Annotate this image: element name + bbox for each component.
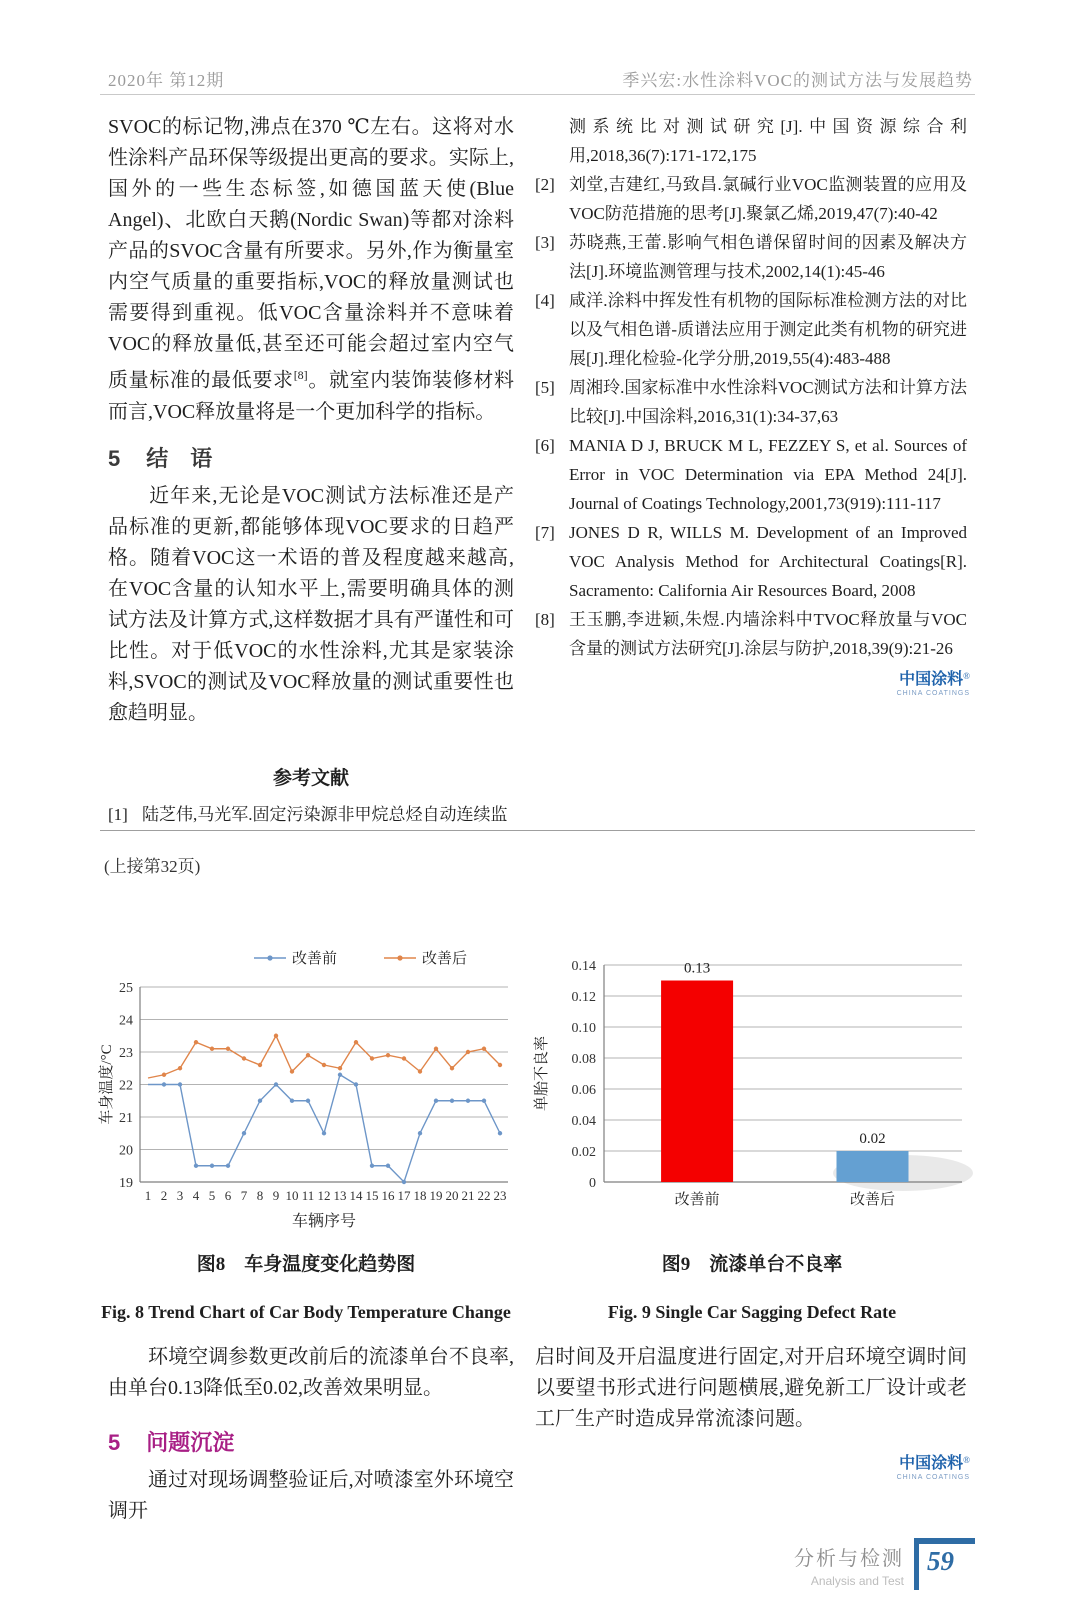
data-point xyxy=(162,1082,166,1086)
data-point xyxy=(338,1066,342,1070)
citation-superscript: [8] xyxy=(293,368,308,382)
logo-text-en: CHINA COATINGS xyxy=(896,1474,970,1481)
x-tick-label: 21 xyxy=(461,1188,475,1203)
data-point xyxy=(274,1034,278,1038)
data-point xyxy=(370,1056,374,1060)
section-body xyxy=(108,481,514,729)
page-number-bracket xyxy=(914,1538,975,1590)
reference-label: [1] xyxy=(108,804,128,824)
reference-item xyxy=(535,373,967,431)
references-title: 参考文献 xyxy=(272,767,349,789)
y-tick-label: 0.02 xyxy=(571,1145,596,1160)
y-tick-label: 0.08 xyxy=(571,1052,596,1067)
data-point xyxy=(466,1099,470,1103)
x-tick-label: 4 xyxy=(192,1188,200,1203)
y-tick-label: 0.12 xyxy=(571,990,596,1005)
data-point xyxy=(434,1099,438,1103)
figure8-caption-en: Fig. 8 Trend Chart of Car Body Temperature Change xyxy=(101,1302,511,1322)
continued-from-note: (上接第32页) xyxy=(104,857,201,876)
y-tick-label: 0.10 xyxy=(571,1021,596,1036)
reference-text: MANIA D J, BRUCK M L, FEZZEY S, et al. Sources of Error in VOC Determination via EPA Method 24[J]. Journal of Coatings Technology,2001,73(919):111-117 xyxy=(569,436,967,513)
x-tick-label: 8 xyxy=(256,1188,264,1203)
y-tick-label: 0.14 xyxy=(571,959,596,974)
data-point xyxy=(226,1164,230,1168)
data-point xyxy=(450,1066,454,1070)
section-body xyxy=(108,1465,514,1527)
x-tick-label: 18 xyxy=(413,1188,427,1203)
reference-text: 刘堂,吉建红,马致昌.氯碱行业VOC监测装置的应用及VOC防范措施的思考[J].聚氯乙烯,2019,47(7):40-42 xyxy=(569,175,967,223)
x-tick-label: 5 xyxy=(208,1188,216,1203)
paragraph-text: SVOC的标记物,沸点在370 ℃左右。这将对水性涂料产品环保等级提出更高的要求。实际上,国外的一些生态标签,如德国蓝天使(Blue Angel)、北欧白天鹅(Nordic Swan)等都对涂料产品的SVOC含量有所要求。另外,作为衡量室内空气质量的重要指标,VOC的释放量测试也需要得到重视。低VOC含量涂料并不意味着VOC的释放量低,甚至还可能会超过室内空气质量标准的最低要求 xyxy=(108,116,514,392)
reference-text: 陆芝伟,马光军.固定污染源非甲烷总烃自动连续监 xyxy=(142,804,508,824)
legend-label: 改善前 xyxy=(292,951,338,967)
x-tick-label: 9 xyxy=(272,1188,280,1203)
x-tick-label: 15 xyxy=(365,1188,379,1203)
reference-item xyxy=(535,228,967,286)
line-chart-car-body-temperature xyxy=(96,942,516,1242)
data-point xyxy=(274,1082,278,1086)
x-tick-label: 20 xyxy=(445,1188,459,1203)
running-title: 季兴宏:水性涂料VOC的测试方法与发展趋势 xyxy=(622,71,973,90)
y-axis-title: 车身温度/°C xyxy=(99,1044,115,1125)
x-tick-label: 6 xyxy=(224,1188,232,1203)
figure9-caption-en: Fig. 9 Single Car Sagging Defect Rate xyxy=(607,1302,897,1322)
x-tick-label: 17 xyxy=(397,1188,411,1203)
reference-text: 周湘玲.国家标准中水性涂料VOC测试方法和计算方法比较[J].中国涂料,2016,31(1):34-37,63 xyxy=(569,378,967,426)
section-number: 5 xyxy=(108,445,121,471)
reference-item xyxy=(535,605,967,663)
reference-label: [3] xyxy=(535,233,555,252)
x-axis-title: 车辆序号 xyxy=(291,1213,357,1230)
registered-mark-icon: ® xyxy=(963,1455,970,1465)
x-tick-label: 2 xyxy=(160,1188,168,1203)
data-point xyxy=(258,1099,262,1103)
section-heading-problem xyxy=(108,1426,514,1457)
y-tick-label: 0.04 xyxy=(571,1114,596,1129)
y-axis-title: 单胎不良率 xyxy=(534,1035,550,1112)
x-tick-label: 19 xyxy=(429,1188,443,1203)
data-point xyxy=(162,1073,166,1077)
data-point xyxy=(418,1131,422,1135)
page-footer xyxy=(794,1538,975,1590)
data-point xyxy=(450,1099,454,1103)
data-point xyxy=(418,1069,422,1073)
logo-text-cn: 中国涂料 xyxy=(899,1455,964,1472)
x-tick-label: 3 xyxy=(176,1188,184,1203)
data-point xyxy=(354,1040,358,1044)
reference-label: [5] xyxy=(535,378,555,397)
data-point xyxy=(386,1164,390,1168)
right-column xyxy=(535,112,967,663)
paragraph-text: 通过对现场调整验证后,对喷漆室外环境空调开 xyxy=(108,1469,514,1522)
bar-value-label: 0.02 xyxy=(859,1131,886,1147)
legend-marker xyxy=(397,955,402,960)
figure8-caption-cn: 图8 车身温度变化趋势图 xyxy=(196,1254,416,1275)
legend-label: 改善后 xyxy=(422,951,468,967)
reference-label: [2] xyxy=(535,175,555,194)
data-point xyxy=(306,1053,310,1057)
y-tick-label: 0.06 xyxy=(571,1083,596,1098)
x-tick-label: 11 xyxy=(301,1188,315,1203)
data-point xyxy=(226,1047,230,1051)
data-point xyxy=(210,1047,214,1051)
bottom-left-column xyxy=(108,1342,514,1527)
figure9-caption-cn: 图9 流漆单台不良率 xyxy=(661,1254,843,1275)
left-column xyxy=(108,112,514,829)
data-point xyxy=(338,1073,342,1077)
x-tick-label: 22 xyxy=(477,1188,491,1203)
page-number: 59 xyxy=(927,1546,954,1576)
data-point xyxy=(258,1063,262,1067)
header-rule xyxy=(100,94,975,95)
reference-item xyxy=(535,518,967,605)
x-tick-label: 10 xyxy=(285,1188,299,1203)
reference-item xyxy=(535,170,967,228)
series-line-改善后 xyxy=(148,1036,500,1078)
journal-issue: 2020年 第12期 xyxy=(108,71,225,90)
data-point xyxy=(194,1164,198,1168)
paragraph-text: 近年来,无论是VOC测试方法标准还是产品标准的更新,都能够体现VOC要求的日趋严格。随着VOC这一术语的普及程度越来越高,在VOC含量的认知水平上,需要明确具体的测试方法及计算方式,这样数据才具有严谨性和可比性。对于低VOC的水性涂料,尤其是家装涂料,SVOC的测试及VOC释放量的测试重要性也愈趋明显。 xyxy=(108,484,514,724)
reference-item xyxy=(535,286,967,373)
reference-continuation: 测系统比对测试研究[J].中国资源综合利用,2018,36(7):171-172,175 xyxy=(569,117,967,165)
y-tick-label: 24 xyxy=(119,1013,133,1029)
figure-9 xyxy=(528,942,976,1323)
y-tick-label: 0 xyxy=(589,1176,596,1191)
reference-label: [8] xyxy=(535,610,555,629)
reference-text: 咸洋.涂料中挥发性有机物的国际标准检测方法的对比以及气相色谱-质谱法应用于测定此类有机物的研究进展[J].理化检验-化学分册,2019,55(4):483-488 xyxy=(569,291,967,368)
reference-label: [7] xyxy=(535,523,555,542)
section-divider xyxy=(100,830,975,831)
reference-label: [4] xyxy=(535,291,555,310)
data-point xyxy=(210,1164,214,1168)
body-paragraph: 启时间及开启温度进行固定,对开启环境空调时间以要望书形式进行问题横展,避免新工厂设计或老工厂生产时造成异常流漆问题。 xyxy=(535,1346,967,1430)
registered-mark-icon: ® xyxy=(963,671,970,681)
reference-text: JONES D R, WILLS M. Development of an Improved VOC Analysis Method for Architectural Coatings[R]. Sacramento: California Air Resources Board, 2008 xyxy=(569,523,967,600)
footer-en: Analysis and Test xyxy=(810,1574,904,1588)
references-list xyxy=(535,170,967,663)
data-point xyxy=(498,1131,502,1135)
x-tick-label: 16 xyxy=(381,1188,395,1203)
data-point xyxy=(178,1066,182,1070)
paragraph-text: 。就室内装饰装修材料而言,VOC释放量将是一个更加科学的指标。 xyxy=(108,369,515,423)
category-label: 改善后 xyxy=(849,1192,896,1208)
data-point xyxy=(434,1047,438,1051)
data-point xyxy=(322,1131,326,1135)
bottom-right-column xyxy=(535,1342,967,1435)
section-title: 问题沉淀 xyxy=(146,1430,235,1455)
legend-marker xyxy=(267,955,272,960)
footer-cn: 分析与检测 xyxy=(794,1548,904,1570)
data-point xyxy=(466,1050,470,1054)
data-point xyxy=(386,1053,390,1057)
reference-item xyxy=(108,800,514,829)
data-point xyxy=(290,1099,294,1103)
data-point xyxy=(482,1047,486,1051)
x-tick-label: 7 xyxy=(240,1188,248,1203)
data-point xyxy=(178,1082,182,1086)
data-point xyxy=(322,1063,326,1067)
data-point xyxy=(402,1180,406,1184)
reference-item xyxy=(535,431,967,518)
bar-改善前 xyxy=(661,981,733,1183)
body-paragraph xyxy=(108,112,514,428)
logo-text-cn: 中国涂料 xyxy=(899,671,964,688)
data-point xyxy=(402,1056,406,1060)
china-coatings-logo xyxy=(897,1456,970,1481)
x-tick-label: 1 xyxy=(144,1188,152,1203)
data-point xyxy=(482,1099,486,1103)
figure-8 xyxy=(96,942,516,1323)
bar-改善后 xyxy=(837,1151,909,1182)
x-tick-label: 14 xyxy=(349,1188,363,1203)
data-point xyxy=(290,1069,294,1073)
logo-text-en: CHINA COATINGS xyxy=(896,690,970,697)
y-tick-label: 22 xyxy=(119,1078,133,1094)
china-coatings-logo xyxy=(897,672,970,697)
data-point xyxy=(242,1056,246,1060)
y-tick-label: 19 xyxy=(119,1176,133,1191)
data-point xyxy=(354,1082,358,1086)
y-tick-label: 21 xyxy=(119,1111,133,1126)
body-paragraph xyxy=(108,1342,514,1404)
x-tick-label: 12 xyxy=(317,1188,331,1203)
footer-section-name xyxy=(794,1542,904,1588)
data-point xyxy=(306,1099,310,1103)
data-point xyxy=(370,1164,374,1168)
y-tick-label: 23 xyxy=(119,1046,133,1061)
series-line-改善前 xyxy=(148,1075,500,1182)
y-tick-label: 20 xyxy=(119,1143,133,1159)
data-point xyxy=(498,1063,502,1067)
section-heading xyxy=(108,442,514,473)
bar-chart-sagging-defect-rate xyxy=(528,942,976,1242)
data-point xyxy=(242,1131,246,1135)
y-tick-label: 25 xyxy=(119,981,133,996)
paragraph-text: 环境空调参数更改前后的流漆单台不良率,由单台0.13降低至0.02,改善效果明显。 xyxy=(108,1346,514,1399)
section-number: 5 xyxy=(108,1430,121,1455)
bar-value-label: 0.13 xyxy=(683,960,711,977)
x-tick-label: 13 xyxy=(333,1188,347,1203)
x-tick-label: 23 xyxy=(493,1188,507,1203)
reference-text: 王玉鹏,李进颖,朱煜.内墙涂料中TVOC释放量与VOC含量的测试方法研究[J].涂层与防护,2018,39(9):21-26 xyxy=(569,610,967,658)
reference-label: [6] xyxy=(535,436,555,455)
reference-text: 苏晓燕,王蕾.影响气相色谱保留时间的因素及解决方法[J].环境监测管理与技术,2002,14(1):45-46 xyxy=(569,233,967,281)
section-title: 结 语 xyxy=(146,445,213,471)
data-point xyxy=(194,1040,198,1044)
category-label: 改善前 xyxy=(674,1192,720,1208)
